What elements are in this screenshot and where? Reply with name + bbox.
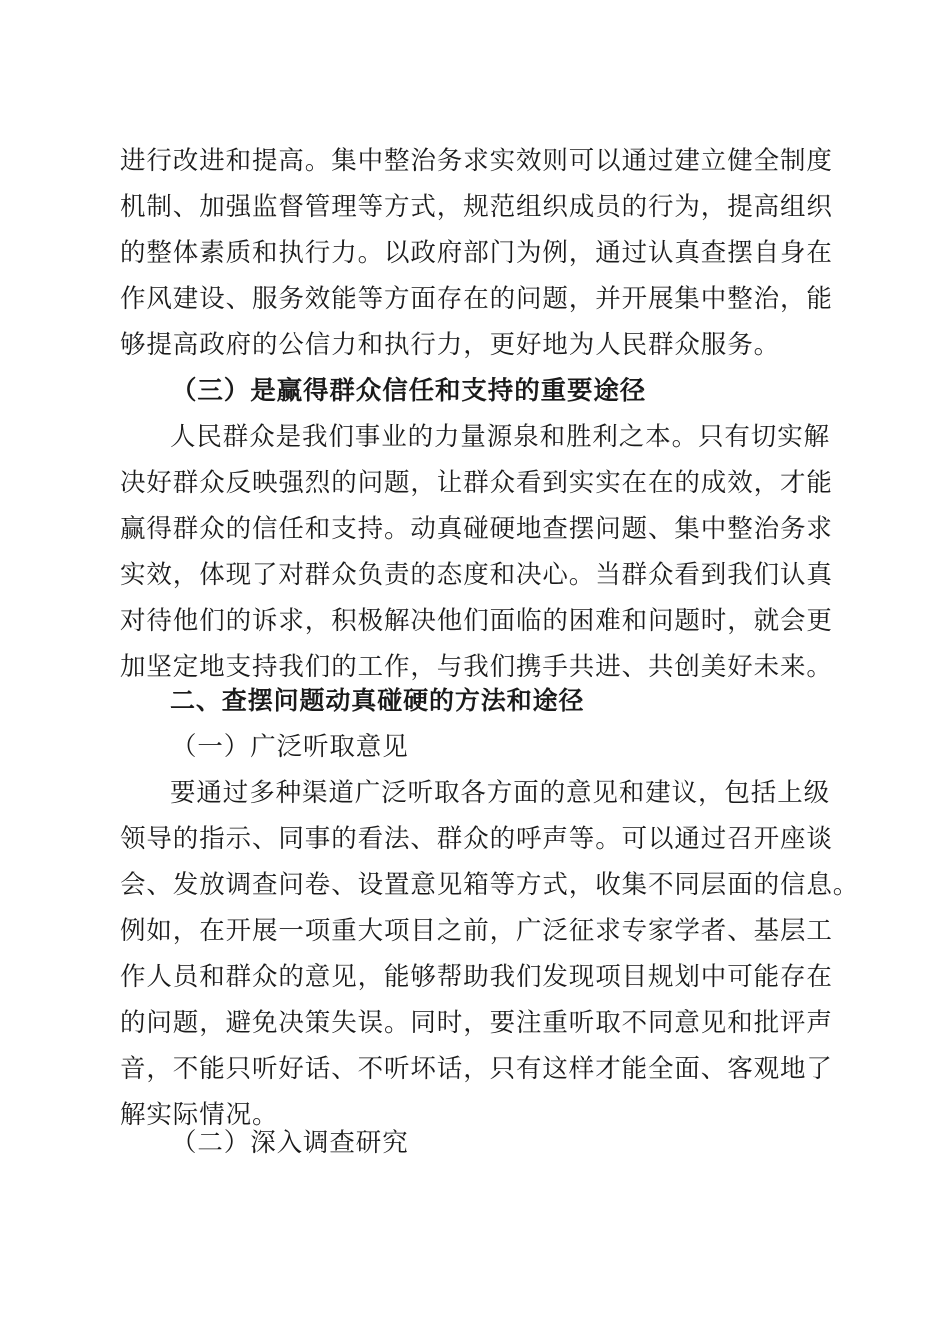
paragraph-line: 领导的指示、同事的看法、群众的呼声等。可以通过召开座谈 [120, 824, 833, 854]
paragraph-line: 够提高政府的公信力和执行力，更好地为人民群众服务。 [120, 330, 781, 360]
paragraph-line: 作人员和群众的意见，能够帮助我们发现项目规划中可能存在 [120, 962, 833, 992]
paragraph-line: 进行改进和提高。集中整治务求实效则可以通过建立健全制度 [120, 146, 833, 176]
paragraph-line: 会、发放调查问卷、设置意见箱等方式，收集不同层面的信息。 [120, 870, 860, 900]
paragraph-line: 赢得群众的信任和支持。动真碰硬地查摆问题、集中整治务求 [120, 514, 833, 544]
paragraph-line: 解实际情况。 [120, 1100, 279, 1130]
subheading-three: （三）是赢得群众信任和支持的重要途径 [171, 376, 647, 406]
paragraph-line: 的问题，避免决策失误。同时，要注重听取不同意见和批评声 [120, 1008, 833, 1038]
paragraph-line: 决好群众反映强烈的问题，让群众看到实实在在的成效，才能 [120, 468, 833, 498]
paragraph-line: 例如，在开展一项重大项目之前，广泛征求专家学者、基层工 [120, 916, 833, 946]
paragraph-line: 作风建设、服务效能等方面存在的问题，并开展集中整治，能 [120, 284, 833, 314]
section-heading-two: 二、查摆问题动真碰硬的方法和途径 [170, 686, 585, 715]
paragraph-line: 音，不能只听好话、不听坏话，只有这样才能全面、客观地了 [120, 1054, 833, 1084]
paragraph-line: 要通过多种渠道广泛听取各方面的意见和建议，包括上级 [170, 778, 831, 808]
paragraph-line: 加坚定地支持我们的工作，与我们携手共进、共创美好未来。 [120, 652, 833, 682]
paragraph-line: 人民群众是我们事业的力量源泉和胜利之本。只有切实解 [170, 422, 831, 452]
paragraph-line: 机制、加强监督管理等方式，规范组织成员的行为，提高组织 [120, 192, 833, 222]
subheading-two: （二）深入调查研究 [171, 1128, 409, 1158]
paragraph-line: 的整体素质和执行力。以政府部门为例，通过认真查摆自身在 [120, 238, 833, 268]
subheading-one: （一）广泛听取意见 [171, 732, 409, 762]
paragraph-line: 实效，体现了对群众负责的态度和决心。当群众看到我们认真 [120, 560, 833, 590]
paragraph-line: 对待他们的诉求，积极解决他们面临的困难和问题时，就会更 [120, 606, 833, 636]
